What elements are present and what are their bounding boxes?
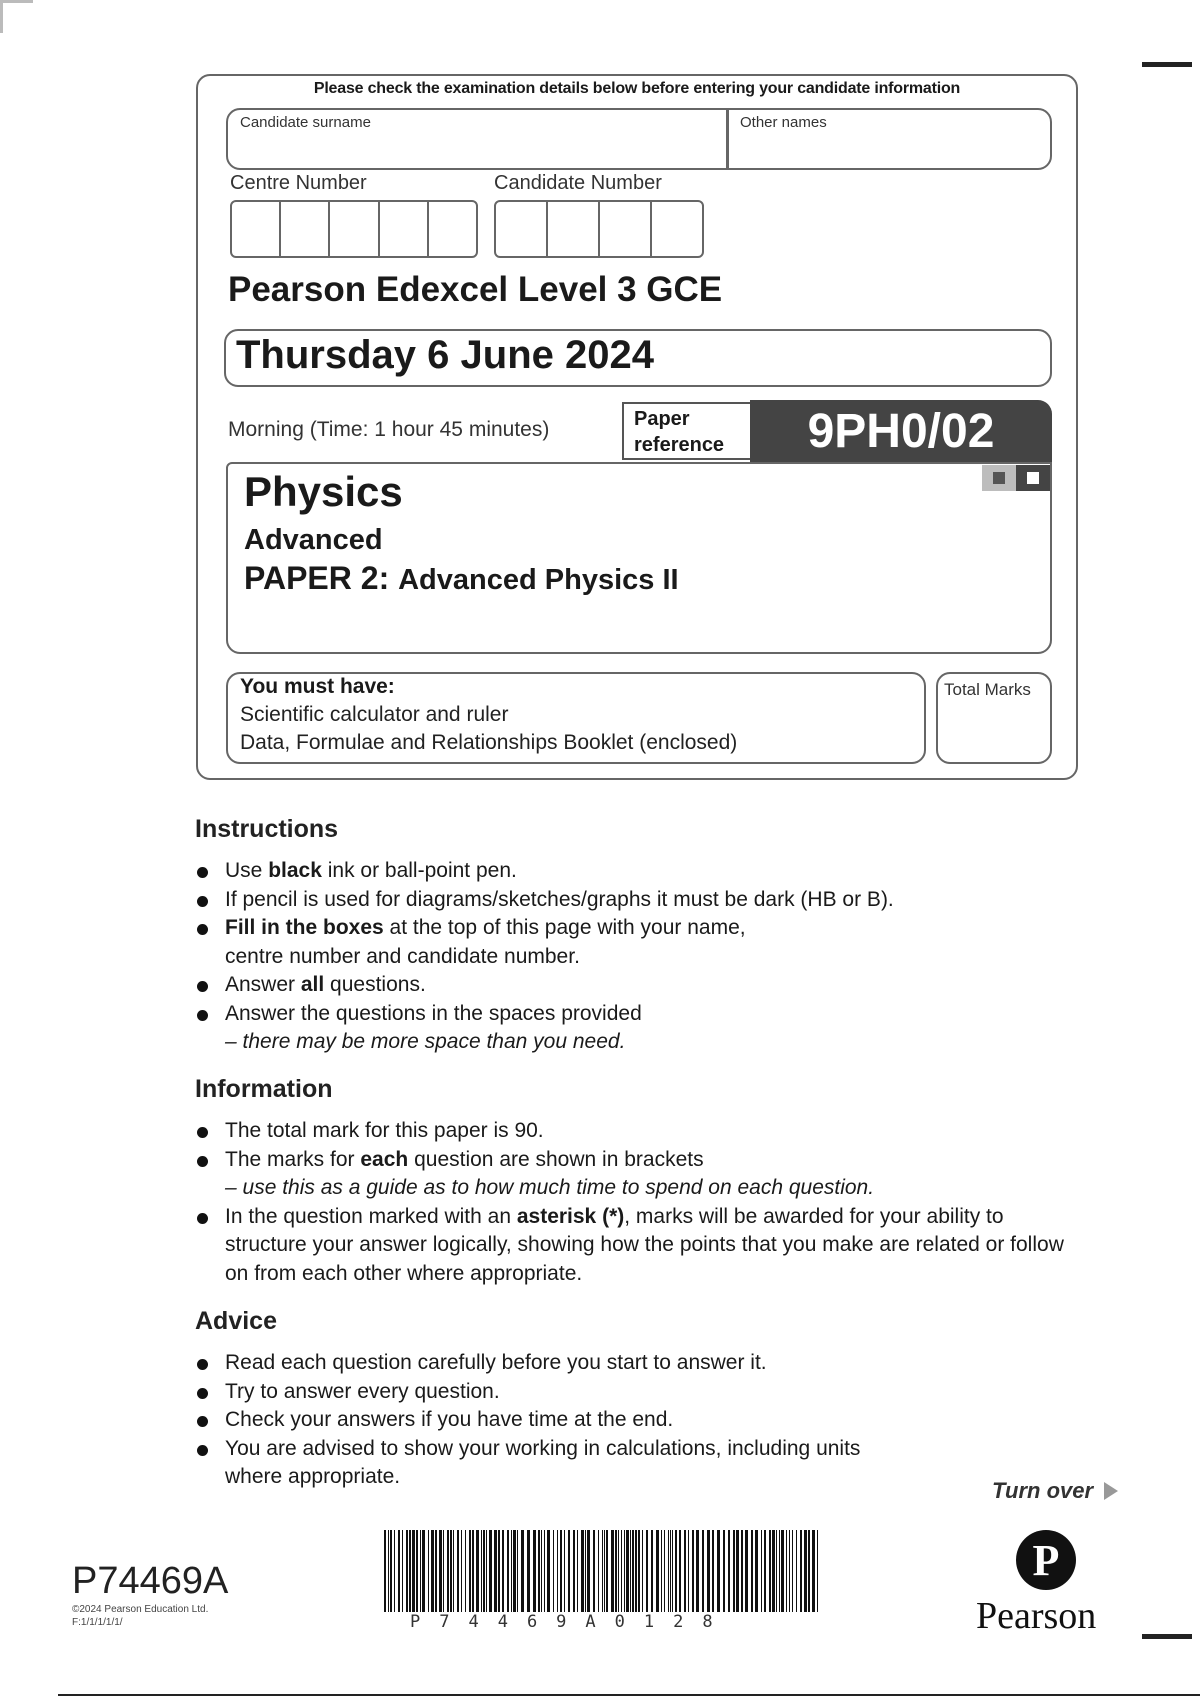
barcode-bar [702,1530,704,1612]
print-code: F:1/1/1/1/1/ [72,1617,123,1628]
barcode-bar [684,1530,686,1612]
paper-title [244,560,679,597]
barcode-bar [547,1530,550,1612]
barcode-bar [668,1530,669,1612]
barcode-bar [412,1530,415,1612]
barcode-bar [626,1530,629,1612]
must-have-heading: You must have: [240,675,395,698]
barcode-bar [533,1530,536,1612]
barcode-bar [664,1530,665,1612]
barcode-bar [630,1530,631,1612]
barcode-bar [422,1530,425,1612]
copyright-text: ©2024 Pearson Education Ltd. [72,1604,209,1615]
barcode-bar [651,1530,653,1612]
barcode-bar [469,1530,471,1612]
barcode-bar [642,1530,643,1612]
information-heading: Information [195,1075,333,1103]
barcode-bar [769,1530,771,1612]
barcode-bar [585,1530,586,1612]
barcode-bar [736,1530,739,1612]
barcode-bar [611,1530,614,1612]
barcode-bar [646,1530,648,1612]
barcode-bar [476,1530,479,1612]
barcode-bar [587,1530,590,1612]
barcode-bar [632,1530,634,1612]
pearson-logo-word: Pearson [976,1595,1097,1637]
barcode-bar [457,1530,459,1612]
qualification-title: Pearson Edexcel Level 3 GCE [228,270,723,309]
barcode-bar [513,1530,516,1612]
candidate-number-boxes[interactable] [494,200,704,258]
list-item: Fill in the boxes at the top of this page with your name, centre number and candidate number. [197,914,1087,971]
paper-reference-label-line2: reference [634,434,725,456]
barcode-bar [800,1530,802,1612]
barcode-bar [577,1530,578,1612]
instructions-heading: Instructions [195,815,339,843]
barcode-bar [764,1530,766,1612]
paper-reference-label-line1: Paper [634,408,690,430]
barcode-bar [593,1530,595,1612]
subject-title: Physics [244,468,403,515]
barcode-bar [527,1530,530,1612]
barcode-bar [789,1530,790,1612]
barcode-bar [772,1530,775,1612]
barcode-bar [544,1530,545,1612]
barcode-bar [568,1530,570,1612]
turn-over-arrow-icon [1104,1482,1118,1500]
barcode-bar [606,1530,608,1612]
subject-level: Advanced [244,524,383,556]
barcode-bar [786,1530,787,1612]
barcode-bar [751,1530,753,1612]
paper-prefix: PAPER 2: [244,560,390,596]
barcode-bar [541,1530,542,1612]
list-item: Check your answers if you have time at the end. [197,1406,917,1435]
total-marks-label: Total Marks [944,680,1031,699]
advice-heading: Advice [195,1307,277,1335]
barcode-bar [481,1530,482,1612]
barcode-bar [712,1530,714,1612]
barcode-bar [472,1530,474,1612]
barcode-bar [672,1530,673,1612]
barcode-bar [494,1530,497,1612]
barcode-bar [398,1530,400,1612]
centre-number-label: Centre Number [230,172,367,194]
barcode-bar [692,1530,694,1612]
other-names-label: Other names [740,114,827,131]
paper-title-text: Advanced Physics II [398,564,679,596]
barcode-bar [808,1530,810,1612]
check-notice: Please check the examination details below before entering your candidate information [313,80,961,97]
barcode-bar [779,1530,780,1612]
barcode-bar [675,1530,677,1612]
barcode-bar [431,1530,434,1612]
turn-over-text: Turn over [992,1478,1094,1503]
barcode-bar [443,1530,444,1612]
list-item: Try to answer every question. [197,1378,917,1407]
list-item: The marks for each question are shown in brackets – use this as a guide as to how much time to spend on each question. [197,1146,1087,1203]
barcode-bar [428,1530,429,1612]
barcode-bar [723,1530,725,1612]
barcode-bar [638,1530,640,1612]
barcode-bar [670,1530,671,1612]
barcode-bar [776,1530,777,1612]
exam-session: Morning (Time: 1 hour 45 minutes) [228,418,550,441]
barcode-bar [489,1530,492,1612]
barcode-bar [538,1530,540,1612]
list-item: Read each question carefully before you start to answer it. [197,1349,917,1378]
list-item: Answer the questions in the spaces provided – there may be more space than you need. [197,1000,1087,1057]
barcode-bar [761,1530,762,1612]
exam-date: Thursday 6 June 2024 [236,333,654,377]
barcode-bar [553,1530,554,1612]
registration-mark-bottom-right [1142,1634,1192,1639]
barcode-bar [717,1530,720,1612]
barcode-bar [621,1530,622,1612]
instructions-list [197,857,1087,1057]
barcode-bar [804,1530,807,1612]
list-item: You are advised to show your working in calculations, including units where appropriate. [197,1435,917,1492]
barcode-bar [817,1530,818,1612]
barcode-bar [624,1530,625,1612]
registration-mark-top-right [1142,62,1192,67]
barcode-bar [447,1530,449,1612]
barcode-bar [402,1530,403,1612]
barcode-bar [453,1530,454,1612]
barcode-bar [517,1530,518,1612]
barcode-bar [465,1530,466,1612]
paper-code: P74469A [72,1560,229,1602]
barcode-bar [604,1530,605,1612]
barcode-bar [598,1530,599,1612]
copyright-notice [72,1603,208,1629]
barcode-bar [557,1530,558,1612]
decorative-square-icon [1016,465,1050,491]
barcode-bar [511,1530,512,1612]
barcode-bar [755,1530,758,1612]
barcode-bar [461,1530,462,1612]
list-item: Use black ink or ball-point pen. [197,857,1087,886]
pearson-logo-icon: P [1016,1530,1076,1590]
barcode-bar [439,1530,442,1612]
barcode-bar [486,1530,487,1612]
barcode-bar [394,1530,395,1612]
must-have-item: Scientific calculator and ruler [240,703,509,726]
barcode-bar [741,1530,743,1612]
barcode-bar [420,1530,421,1612]
barcode-bar [733,1530,735,1612]
list-item: Answer all questions. [197,971,1087,1000]
decorative-square-icon [982,465,1016,491]
barcode-bar [409,1530,411,1612]
list-item: If pencil is used for diagrams/sketches/graphs it must be dark (HB or B). [197,886,1087,915]
barcode-bar [416,1530,418,1612]
paper-reference-code: 9PH0/02 [750,400,1052,462]
barcode-bar [781,1530,784,1612]
barcode-bar [507,1530,509,1612]
barcode-bar [581,1530,584,1612]
barcode-bar [618,1530,619,1612]
barcode-bar [384,1530,386,1612]
barcode-bar [615,1530,617,1612]
barcode-bar [688,1530,689,1612]
barcode-bar [498,1530,500,1612]
candidate-number-label: Candidate Number [494,172,662,194]
centre-number-boxes[interactable] [230,200,478,258]
barcode-bar [792,1530,793,1612]
barcode [384,1530,820,1612]
barcode-bar [602,1530,603,1612]
corner-mark-top-left [0,0,33,33]
paper-reference-label [622,402,750,460]
bottom-rule [58,1694,1200,1696]
advice-list [197,1349,917,1492]
barcode-bar [560,1530,562,1612]
barcode-digits: P74469A0128 [410,1612,732,1632]
barcode-bar [656,1530,659,1612]
must-have-item: Data, Formulae and Relationships Booklet (enclosed) [240,731,738,754]
barcode-bar [521,1530,524,1612]
barcode-bar [696,1530,699,1612]
barcode-bar [728,1530,730,1612]
candidate-surname-label: Candidate surname [240,114,371,131]
name-box-divider [726,108,729,170]
barcode-bar [406,1530,408,1612]
barcode-bar [812,1530,815,1612]
list-item: The total mark for this paper is 90. [197,1117,1087,1146]
list-item: In the question marked with an asterisk (*), marks will be awarded for your ability to structure your answer logically, showing how the points that you make are related or follow on from each other where appropriate. [197,1203,1087,1289]
barcode-bar [573,1530,575,1612]
information-list [197,1117,1087,1288]
barcode-bar [564,1530,565,1612]
barcode-bar [679,1530,681,1612]
barcode-bar [390,1530,392,1612]
barcode-bar [483,1530,485,1612]
barcode-bar [502,1530,504,1612]
barcode-bar [635,1530,637,1612]
barcode-bar [661,1530,662,1612]
barcode-bar [435,1530,437,1612]
barcode-bar [707,1530,710,1612]
barcode-bar [796,1530,797,1612]
barcode-bar [388,1530,389,1612]
barcode-bar [450,1530,452,1612]
barcode-bar [745,1530,748,1612]
